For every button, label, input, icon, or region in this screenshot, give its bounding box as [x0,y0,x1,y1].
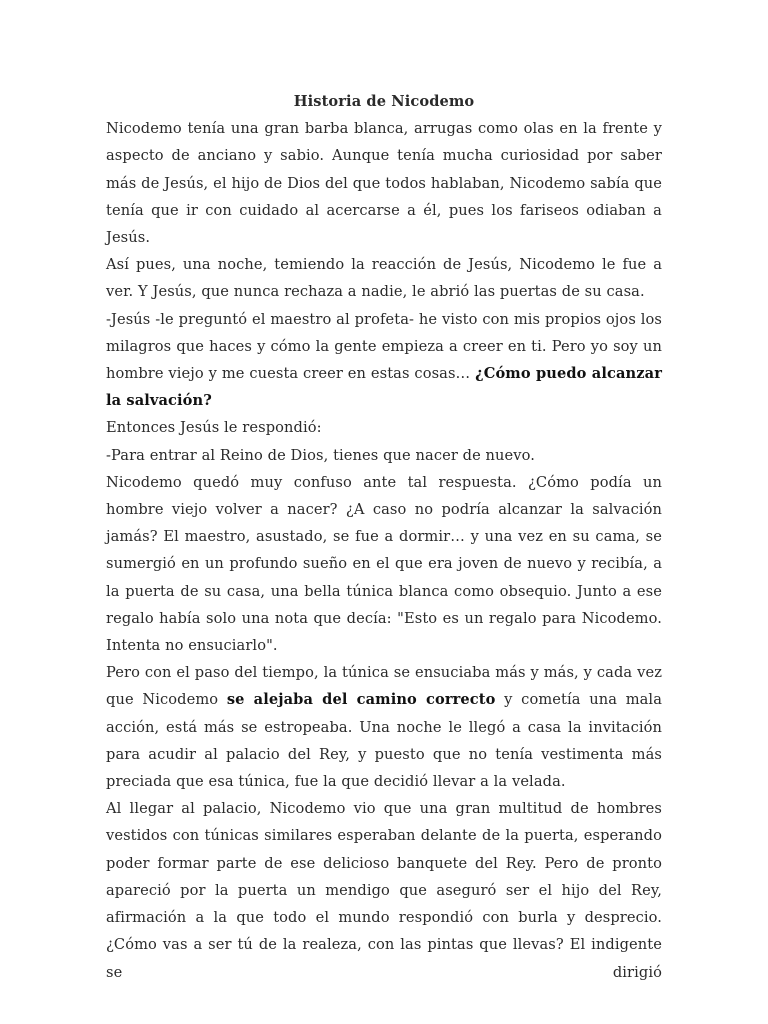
paragraph-6: Nicodemo quedó muy confuso ante tal respuesta. ¿Cómo podía un hombre viejo volver a nacer? ¿A caso no podría alcanzar la salvación jamás? El maestro, asustado, se fue a dormir… y una vez en su cama, se sumergió en un profundo sueño en el que era joven de nuevo y recibía, a la puerta de su casa, una bella túnica blanca como obsequio. Junto a ese regalo había solo una nota que decía: "Esto es un regalo para Nicodemo. Intenta no ensuciarlo". [106,473,662,655]
paragraph-2: Así pues, una noche, temiendo la reacción de Jesús, Nicodemo le fue a ver. Y Jesús, que nunca rechaza a nadie, le abrió las puertas de su casa. [106,256,662,301]
paragraph-5: -Para entrar al Reino de Dios, tienes que nacer de nuevo. [106,446,536,464]
paragraph-8: Al llegar al palacio, Nicodemo vio que una gran multitud de hombres vestidos con túnicas similares esperaban delante de la puerta, esperando poder formar parte de ese delicioso banquete del Rey. Pero de pronto apareció por la puerta un mendigo que aseguró ser el hijo del Rey, afirmación a la que todo el mundo respondió con burla y desprecio. ¿Cómo vas a ser tú de la realeza, con las pintas que llevas? El indigente se dirigió [106,800,662,981]
paragraph-4: Entonces Jesús le respondió: [106,419,322,437]
paragraph-7-text: Pero con el paso del tiempo, la túnica se ensuciaba más y más, y cada vez que Nicodemo [106,664,662,709]
paragraph-7-after: y cometía una mala acción, está más se estropeaba. Una noche le llegó a casa la invitación para acudir al palacio del Rey, y puesto que no tenía vestimenta más preciada que esa túnica, fue la que decidió llevar a la velada. [106,691,662,791]
paragraph-7-bold: se alejaba del camino correcto [226,691,496,709]
document-title: Historia de Nicodemo [293,93,475,110]
paragraph-1: Nicodemo tenía una gran barba blanca, arrugas como olas en la frente y aspecto de anciano y sabio. Aunque tenía mucha curiosidad por saber más de Jesús, el hijo de Dios del que todos hablaban, Nicodemo sabía que tenía que ir con cuidado al acercarse a él, pues los fariseos odiaban a Jesús. [106,120,662,247]
paragraph-3-bold: ¿Cómo puedo alcanzar la salvación? [106,365,662,410]
paragraph-3 [106,306,662,415]
paragraph-7 [106,659,662,795]
paragraph-3-text: -Jesús -le preguntó el maestro al profeta- he visto con mis propios ojos los milagros que haces y cómo la gente empieza a creer en ti. Pero yo soy un hombre viejo y me cuesta creer en estas cosas… [106,310,662,383]
